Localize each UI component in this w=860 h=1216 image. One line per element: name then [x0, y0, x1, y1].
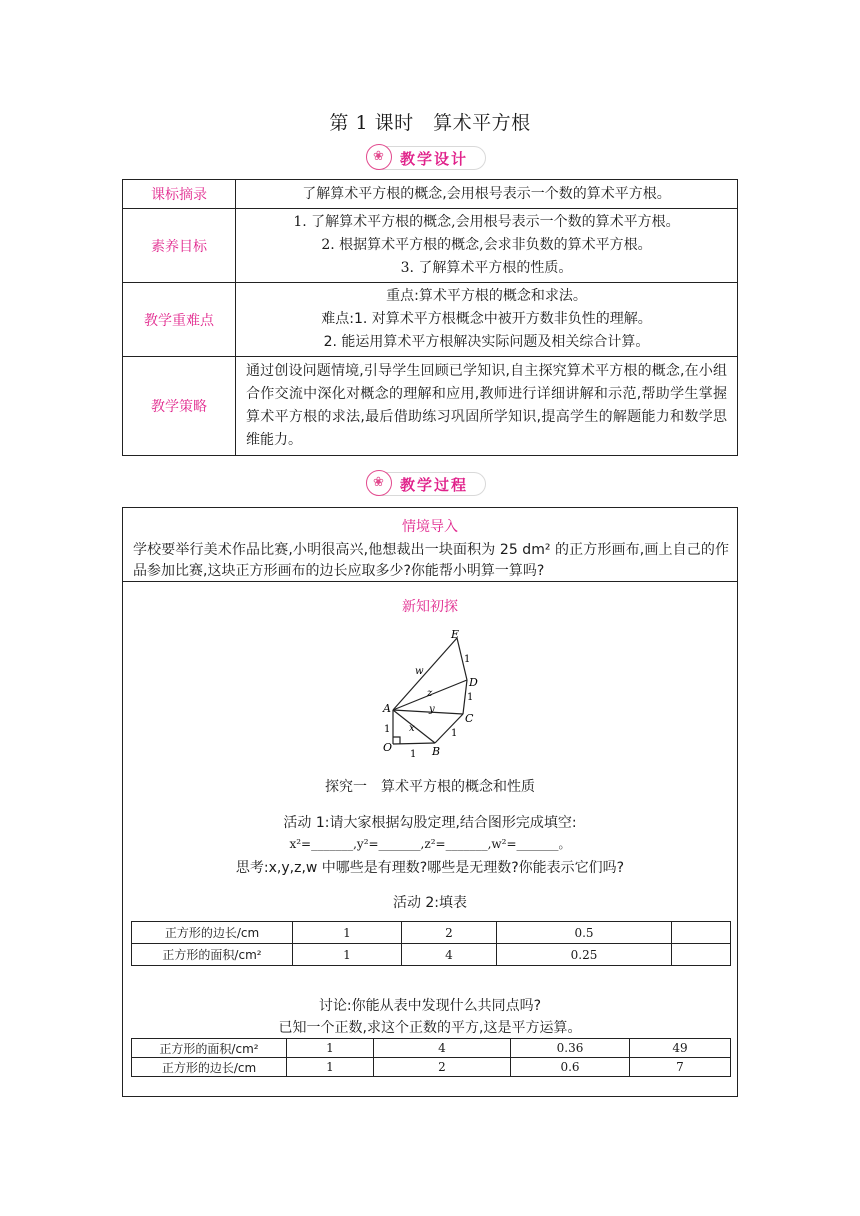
think-question: 思考:x,y,z,w 中哪些是有理数?哪些是无理数?你能表示它们吗?	[235, 860, 625, 876]
label-DE: 1	[464, 654, 471, 665]
intro-heading: 情境导入	[402, 519, 458, 535]
strategy-text: 通过创设问题情境,引导学生回顾已学知识,自主探究算术平方根的概念,在小组合作交流中深化对概念的理解和应用,教师进行详细讲解和示范,帮助学生掌握算术平方根的求法,最后借助练习巩固所学知识,提高学生的解题能力和数学思维能力。	[236, 357, 738, 456]
badge-logo-icon: ❀	[366, 144, 392, 170]
table-row: 正方形的面积/cm² 1 4 0.36 49	[132, 1039, 731, 1058]
keypoints-text: 重点:算术平方根的概念和求法。 难点:1. 对算术平方根概念中被开方数非负性的理解。 2. 能运用算术平方根解决实际问题及相关综合计算。	[236, 283, 738, 357]
point-O: O	[383, 741, 393, 754]
table-row: 正方形的边长/cm 1 2 0.6 7	[132, 1058, 731, 1077]
new-heading: 新知初探	[402, 599, 458, 615]
point-B: B	[432, 745, 441, 758]
fill-line: x²=_______,y²=_______,z²=_______,w²=_______。	[289, 837, 571, 851]
process-badge: ❀ 教学过程	[366, 471, 486, 497]
design-table	[122, 179, 738, 456]
table-row: 正方形的边长/cm 1 2 0.5	[132, 922, 731, 944]
spiral-figure	[381, 630, 491, 760]
label-AO: 1	[384, 724, 391, 735]
label-x: x	[409, 723, 415, 734]
label-OB: 1	[410, 749, 417, 760]
discuss-question: 讨论:你能从表中发现什么共同点吗?	[318, 998, 542, 1014]
goals-text: 1. 了解算术平方根的概念,会用根号表示一个数的算术平方根。 2. 根据算术平方根的概念,会求非负数的算术平方根。 3. 了解算术平方根的性质。	[236, 209, 738, 283]
point-D: D	[469, 676, 478, 689]
point-E: E	[451, 630, 460, 641]
curriculum-label: 课标摘录	[123, 180, 236, 209]
curriculum-text: 了解算术平方根的概念,会用根号表示一个数的算术平方根。	[236, 180, 738, 209]
table-row: 正方形的面积/cm² 1 4 0.25	[132, 944, 731, 966]
label-BC: 1	[451, 728, 458, 739]
label-z: z	[427, 688, 433, 699]
intro-text: 学校要举行美术作品比赛,小明很高兴,他想裁出一块面积为 25 dm² 的正方形画布,画上自己的作品参加比赛,这块正方形画布的边长应取多少?你能帮小明算一算吗?	[133, 542, 729, 579]
badge-logo-icon: ❀	[366, 470, 392, 496]
table-side-area	[131, 921, 731, 966]
label-CD: 1	[467, 692, 474, 703]
activity2: 活动 2:填表	[392, 895, 468, 911]
keypoints-label: 教学重难点	[123, 283, 236, 357]
table-area-side	[131, 1038, 731, 1077]
explore-title: 探究一 算术平方根的概念和性质	[325, 779, 535, 795]
label-w: w	[415, 666, 424, 677]
process-box	[122, 507, 738, 1097]
page-title: 第 1 课时 算术平方根	[329, 112, 531, 134]
point-A: A	[383, 702, 391, 715]
design-badge: ❀ 教学设计	[366, 145, 486, 171]
label-y: y	[429, 704, 435, 715]
strategy-label: 教学策略	[123, 357, 236, 456]
activity1: 活动 1:请大家根据勾股定理,结合图形完成填空:	[283, 815, 577, 831]
goals-label: 素养目标	[123, 209, 236, 283]
point-C: C	[465, 712, 474, 725]
known-statement: 已知一个正数,求这个正数的平方,这是平方运算。	[278, 1020, 582, 1036]
